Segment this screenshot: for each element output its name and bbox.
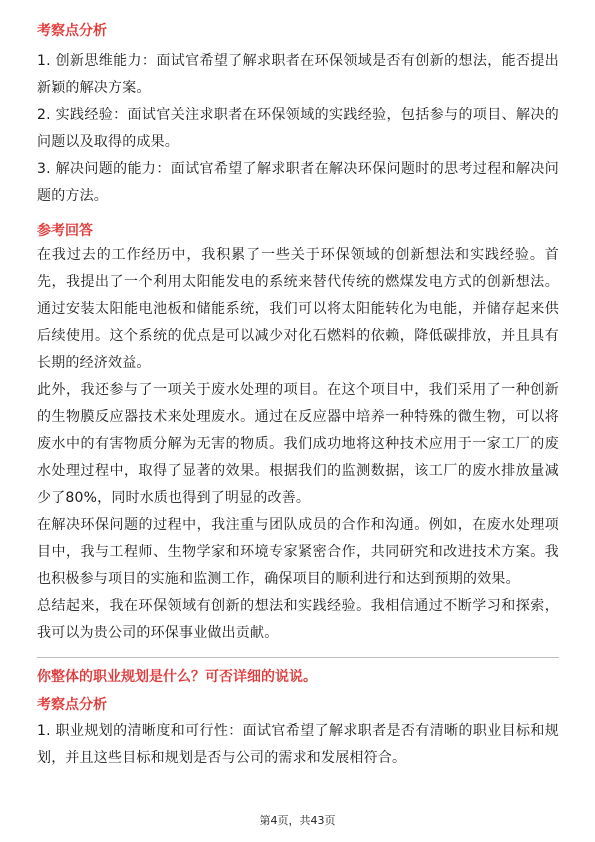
analysis-item: 1. 职业规划的清晰度和可行性：面试官希望了解求职者是否有清晰的职业目标和规划，并且这些目标和规划是否与公司的需求和发展相符合。 bbox=[37, 723, 559, 766]
analysis-heading: 考察点分析 bbox=[37, 23, 107, 39]
question-heading: 你整体的职业规划是什么？可否详细的说说。 bbox=[37, 669, 317, 685]
analysis-heading: 考察点分析 bbox=[37, 697, 107, 713]
answer-paragraph: 此外，我还参与了一项关于废水处理的项目。在这个项目中，我们采用了一种创新的生物膜反应器技术来处理废水。通过在反应器中培养一种特殊的微生物，可以将废水中的有害物质分解为无害的物质。我们成功地将这种技术应用于一家工厂的废水处理过程中，取得了显著的效果。根据我们的监测数据，该工厂的废水排放量减少了80%，同时水质也得到了明显的改善。 bbox=[37, 382, 559, 506]
answer-paragraph: 在解决环保问题的过程中，我注重与团队成员的合作和沟通。例如，在废水处理项目中，我与工程师、生物学家和环境专家紧密合作，共同研究和改进技术方案。我也积极参与项目的实施和监测工作，确保项目的顺利进行和达到预期的效果。 bbox=[37, 517, 559, 587]
section-divider bbox=[37, 657, 559, 658]
answer-paragraph: 总结起来，我在环保领域有创新的想法和实践经验。我相信通过不断学习和探索，我可以为贵公司的环保事业做出贡献。 bbox=[37, 598, 559, 641]
document-page bbox=[37, 20, 559, 772]
analysis-item: 1. 创新思维能力：面试官希望了解求职者在环保领域是否有创新的想法，能否提出新颖的解决方案。 bbox=[37, 53, 559, 96]
analysis-item: 2. 实践经验：面试官关注求职者在环保领域的实践经验，包括参与的项目、解决的问题以及取得的成果。 bbox=[37, 107, 559, 150]
answer-heading: 参考回答 bbox=[37, 223, 93, 239]
answer-paragraph: 在我过去的工作经历中，我积累了一些关于环保领域的创新想法和实践经验。首先，我提出了一个利用太阳能发电的系统来替代传统的燃煤发电方式的创新想法。通过安装太阳能电池板和储能系统，我们可以将太阳能转化为电能，并储存起来供后续使用。这个系统的优点是可以减少对化石燃料的依赖，降低碳排放，并且具有长期的经济效益。 bbox=[37, 247, 559, 371]
page-footer: 第4页，共43页 bbox=[259, 814, 336, 827]
analysis-item: 3. 解决问题的能力：面试官希望了解求职者在解决环保问题时的思考过程和解决问题的方法。 bbox=[37, 161, 559, 204]
